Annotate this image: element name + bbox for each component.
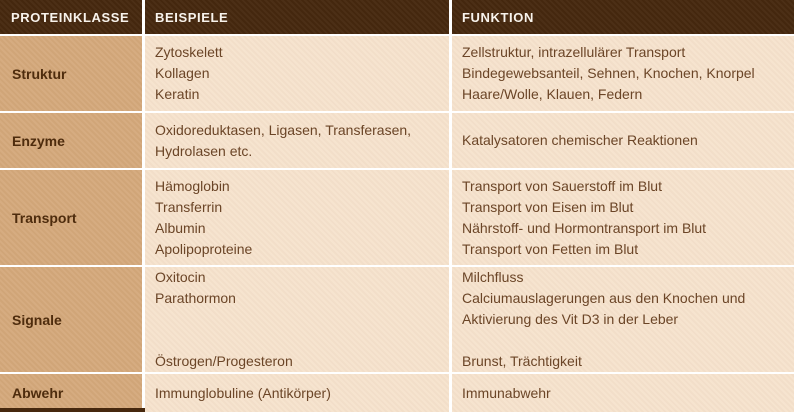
- beispiele-line: Oxitocin: [155, 269, 206, 285]
- header-funktion: FUNKTION: [452, 0, 794, 34]
- beispiele-line: Immunglobuline (Antikörper): [155, 384, 331, 401]
- beispiele-line: Apolipoproteine: [155, 240, 253, 257]
- protein-class-label: Signale: [0, 267, 145, 372]
- beispiele-cell: [145, 170, 452, 265]
- funktion-line: Calciumauslagerungen aus den Knochen und: [462, 290, 746, 306]
- funktion-cell: [452, 267, 794, 372]
- protein-class-label: Abwehr: [0, 374, 145, 412]
- funktion-line: Zellstruktur, intrazellulärer Transport: [462, 44, 686, 60]
- beispiele-line: Oxidoreduktasen, Ligasen, Transferasen,: [155, 121, 412, 138]
- protein-class-label: Enzyme: [0, 113, 145, 168]
- table-row-enzyme: [0, 113, 800, 170]
- funktion-line: Immunabwehr: [462, 384, 551, 401]
- beispiele-line: Transferrin: [155, 198, 223, 215]
- funktion-line: Bindegewebsanteil, Sehnen, Knochen, Knorpel: [462, 65, 755, 81]
- funktion-line: Nährstoff- und Hormontransport im Blut: [462, 219, 707, 236]
- table-header-row: [0, 0, 800, 36]
- funktion-cell: [452, 170, 794, 265]
- table-bottom-strip: [0, 408, 145, 412]
- beispiele-line: [155, 309, 449, 330]
- beispiele-line: Parathormon: [155, 290, 236, 306]
- beispiele-line: Hämoglobin: [155, 177, 230, 194]
- funktion-line: Milchfluss: [462, 269, 524, 285]
- beispiele-line: Keratin: [155, 86, 200, 102]
- funktion-line: Transport von Sauerstoff im Blut: [462, 177, 662, 194]
- beispiele-cell: [145, 267, 452, 372]
- beispiele-line: Hydrolasen etc.: [155, 142, 253, 159]
- funktion-line: Brunst, Trächtigkeit: [462, 353, 582, 369]
- funktion-line: Aktivierung des Vit D3 in der Leber: [462, 311, 679, 327]
- table-row-transport: [0, 170, 800, 267]
- funktion-line: Haare/Wolle, Klauen, Federn: [462, 86, 643, 102]
- beispiele-line: Zytoskelett: [155, 44, 223, 60]
- beispiele-line: Albumin: [155, 219, 206, 236]
- beispiele-cell: [145, 36, 452, 111]
- funktion-cell: [452, 374, 794, 412]
- table-row-struktur: [0, 36, 800, 113]
- funktion-line: Transport von Fetten im Blut: [462, 240, 639, 257]
- funktion-line: Transport von Eisen im Blut: [462, 198, 634, 215]
- beispiele-cell: [145, 374, 452, 412]
- protein-class-label: Struktur: [0, 36, 145, 111]
- header-beispiele: BEISPIELE: [145, 0, 452, 34]
- beispiele-line: Kollagen: [155, 65, 210, 81]
- funktion-cell: [452, 36, 794, 111]
- beispiele-cell: [145, 113, 452, 168]
- beispiele-line: [155, 330, 449, 351]
- beispiele-line: Östrogen/Progesteron: [155, 353, 293, 369]
- funktion-line: [462, 330, 794, 351]
- table-row-signale: [0, 267, 800, 374]
- funktion-cell: [452, 113, 794, 168]
- table-row-abwehr: [0, 374, 800, 412]
- header-proteinklasse: PROTEINKLASSE: [0, 0, 145, 34]
- protein-class-label: Transport: [0, 170, 145, 265]
- funktion-line: Katalysatoren chemischer Reaktionen: [462, 132, 698, 148]
- table-body: [0, 36, 800, 412]
